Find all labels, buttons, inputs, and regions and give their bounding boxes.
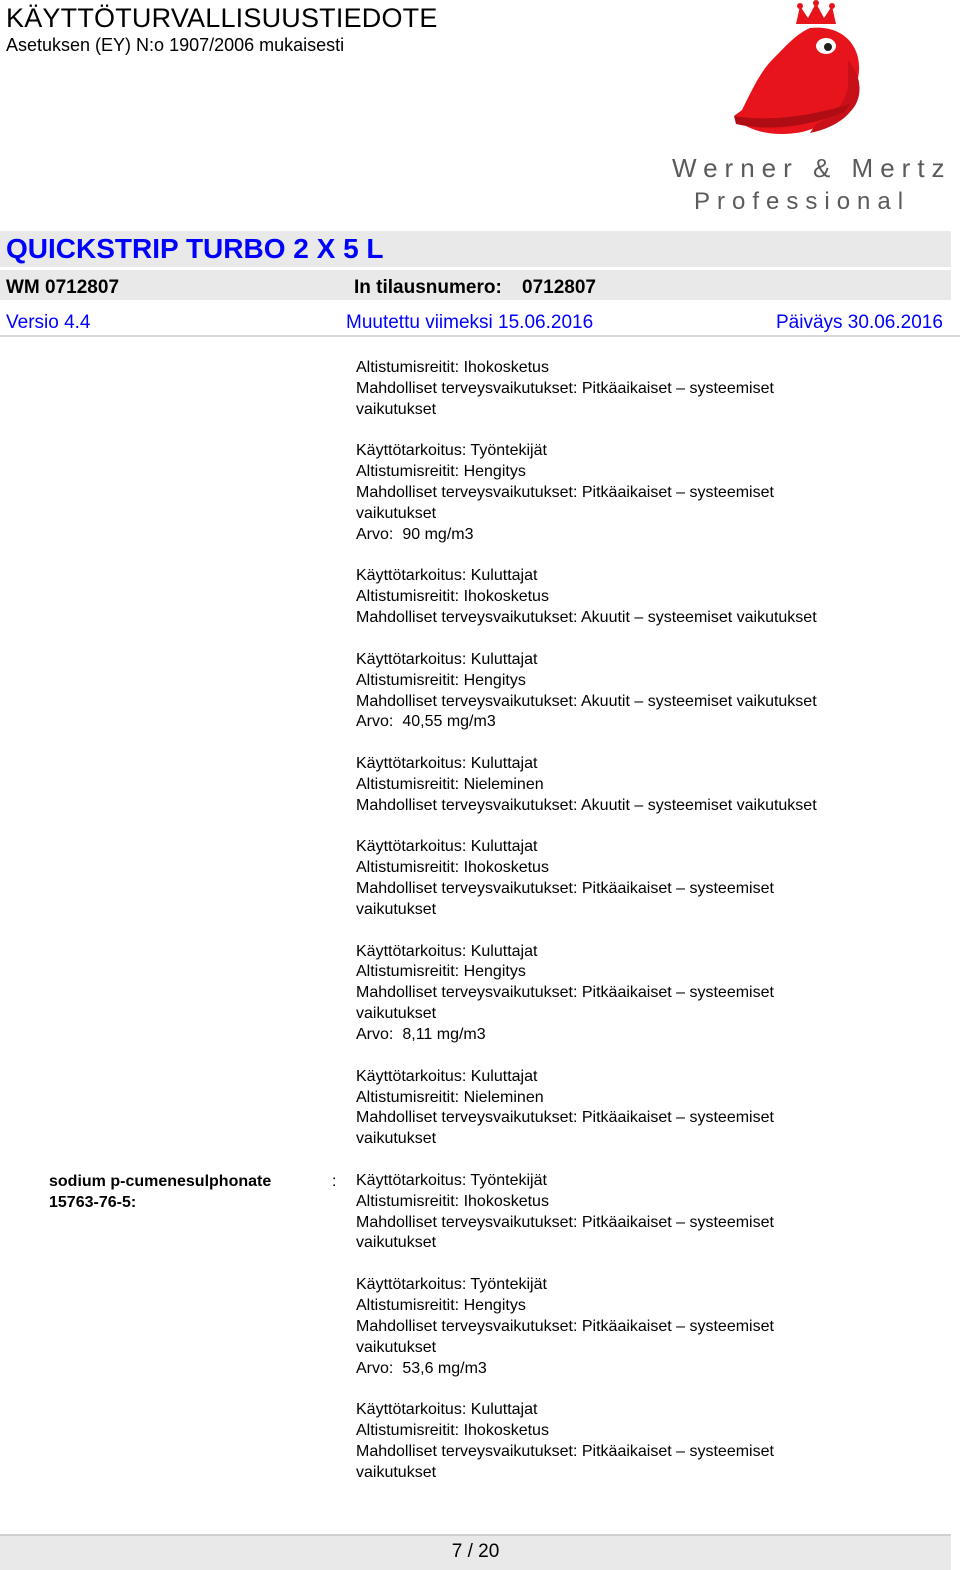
value-amount: 40,55 mg/m3 (402, 713, 496, 731)
page-number: 7 / 20 (451, 1541, 500, 1562)
exposure-line: Altistumisreitit: Ihokosketus (356, 588, 549, 606)
exposure-block (356, 650, 946, 733)
exposure-line: Mahdolliset terveysvaikutukset: Akuutit – systeemiset vaikutukset (356, 609, 817, 627)
exposure-block (356, 1171, 946, 1254)
value-label: Arvo: (356, 713, 394, 731)
value-amount: 8,11 mg/m3 (402, 1026, 486, 1043)
regulation-subtitle: Asetuksen (EY) N:o 1907/2006 mukaisesti (6, 35, 345, 55)
exposure-line: vaikutukset (356, 1338, 437, 1356)
exposure-value-line (356, 1025, 946, 1046)
exposure-block (356, 754, 946, 817)
frog-logo-icon (650, 0, 960, 225)
exposure-line: Käyttötarkoitus: Työntekijät (356, 442, 547, 460)
exposure-line: vaikutukset (356, 1130, 437, 1148)
exposure-block (356, 942, 946, 1046)
exposure-line: Altistumisreitit: Ihokosketus (356, 859, 549, 877)
exposure-block (356, 837, 946, 920)
substance-cas: 15763-76-5: (49, 1193, 137, 1211)
exposure-line: Käyttötarkoitus: Työntekijät (356, 1171, 547, 1189)
identifier-band (0, 270, 951, 300)
value-label: Arvo: (356, 1359, 394, 1377)
version: Versio 4.4 (6, 312, 91, 333)
order-number: 0712807 (522, 277, 596, 298)
exposure-line: Käyttötarkoitus: Työntekijät (356, 1276, 547, 1294)
exposure-block (356, 1400, 946, 1483)
exposure-line: Käyttötarkoitus: Kuluttajat (356, 755, 538, 773)
modified-date: Muutettu viimeksi 15.06.2016 (346, 312, 594, 333)
substance-name: sodium p-cumenesulphonate (49, 1173, 272, 1190)
exposure-line: Mahdolliset terveysvaikutukset: Pitkäaikaiset – systeemiset (356, 1213, 774, 1231)
issue-date: Päiväys 30.06.2016 (776, 312, 943, 333)
exposure-line: Mahdolliset terveysvaikutukset: Akuutit – systeemiset vaikutukset (356, 692, 817, 710)
exposure-line: Altistumisreitit: Ihokosketus (356, 1422, 549, 1440)
value-amount: 90 mg/m3 (402, 525, 474, 543)
exposure-line: vaikutukset (356, 1463, 437, 1481)
exposure-value-line (356, 1359, 946, 1380)
exposure-line: vaikutukset (356, 400, 437, 418)
value-label: Arvo: (356, 1026, 394, 1043)
product-name: QUICKSTRIP TURBO 2 X 5 L (6, 233, 384, 264)
exposure-line: Mahdolliset terveysvaikutukset: Pitkäaikaiset – systeemiset (356, 984, 774, 1002)
exposure-line: Altistumisreitit: Nieleminen (356, 1088, 544, 1106)
exposure-value-line (356, 525, 946, 546)
exposure-line: Käyttötarkoitus: Kuluttajat (356, 567, 538, 585)
wm-number: WM 0712807 (6, 277, 120, 298)
exposure-block (356, 358, 946, 421)
document-title: KÄYTTÖTURVALLISUUSTIEDOTE (6, 3, 438, 33)
value-label: Arvo: (356, 525, 394, 543)
exposure-line: Mahdolliset terveysvaikutukset: Pitkäaikaiset – systeemiset (356, 379, 774, 397)
exposure-line: Altistumisreitit: Hengitys (356, 963, 526, 981)
value-amount: 53,6 mg/m3 (402, 1359, 487, 1377)
exposure-line: Käyttötarkoitus: Kuluttajat (356, 1401, 538, 1419)
exposure-line: vaikutukset (356, 900, 437, 918)
logo-text-line1: Werner & Mertz (672, 153, 952, 183)
exposure-content (356, 358, 946, 1504)
exposure-line: Käyttötarkoitus: Kuluttajat (356, 650, 538, 668)
company-logo (650, 0, 960, 225)
exposure-line: Mahdolliset terveysvaikutukset: Pitkäaikaiset – systeemiset (356, 1109, 774, 1127)
exposure-line: Mahdolliset terveysvaikutukset: Pitkäaikaiset – systeemiset (356, 880, 774, 898)
exposure-block (356, 441, 946, 545)
exposure-line: Käyttötarkoitus: Kuluttajat (356, 942, 538, 960)
exposure-line: Altistumisreitit: Ihokosketus (356, 1192, 549, 1210)
exposure-block (356, 1275, 946, 1379)
exposure-line: Altistumisreitit: Hengitys (356, 1296, 526, 1314)
exposure-line: Mahdolliset terveysvaikutukset: Pitkäaikaiset – systeemiset (356, 484, 774, 502)
exposure-line: Mahdolliset terveysvaikutukset: Akuutit – systeemiset vaikutukset (356, 796, 817, 814)
exposure-line: Altistumisreitit: Nieleminen (356, 775, 544, 793)
exposure-line: Käyttötarkoitus: Kuluttajat (356, 838, 538, 856)
logo-text-line2: Professional (694, 188, 911, 215)
exposure-block (356, 1067, 946, 1150)
exposure-block (356, 566, 946, 629)
version-band (0, 303, 960, 337)
exposure-line: Altistumisreitit: Hengitys (356, 463, 526, 481)
substance-label (49, 1172, 271, 1214)
exposure-value-line (356, 712, 946, 733)
order-label: In tilausnumero: (354, 277, 502, 298)
exposure-line: Altistumisreitit: Hengitys (356, 671, 526, 689)
exposure-line: vaikutukset (356, 1234, 437, 1252)
exposure-line: Mahdolliset terveysvaikutukset: Pitkäaikaiset – systeemiset (356, 1317, 774, 1335)
substance-separator: : (332, 1173, 337, 1190)
exposure-line: vaikutukset (356, 504, 437, 522)
exposure-line: Altistumisreitit: Ihokosketus (356, 359, 549, 376)
exposure-line: vaikutukset (356, 1005, 437, 1023)
exposure-line: Mahdolliset terveysvaikutukset: Pitkäaikaiset – systeemiset (356, 1442, 774, 1460)
exposure-line: Käyttötarkoitus: Kuluttajat (356, 1067, 538, 1085)
